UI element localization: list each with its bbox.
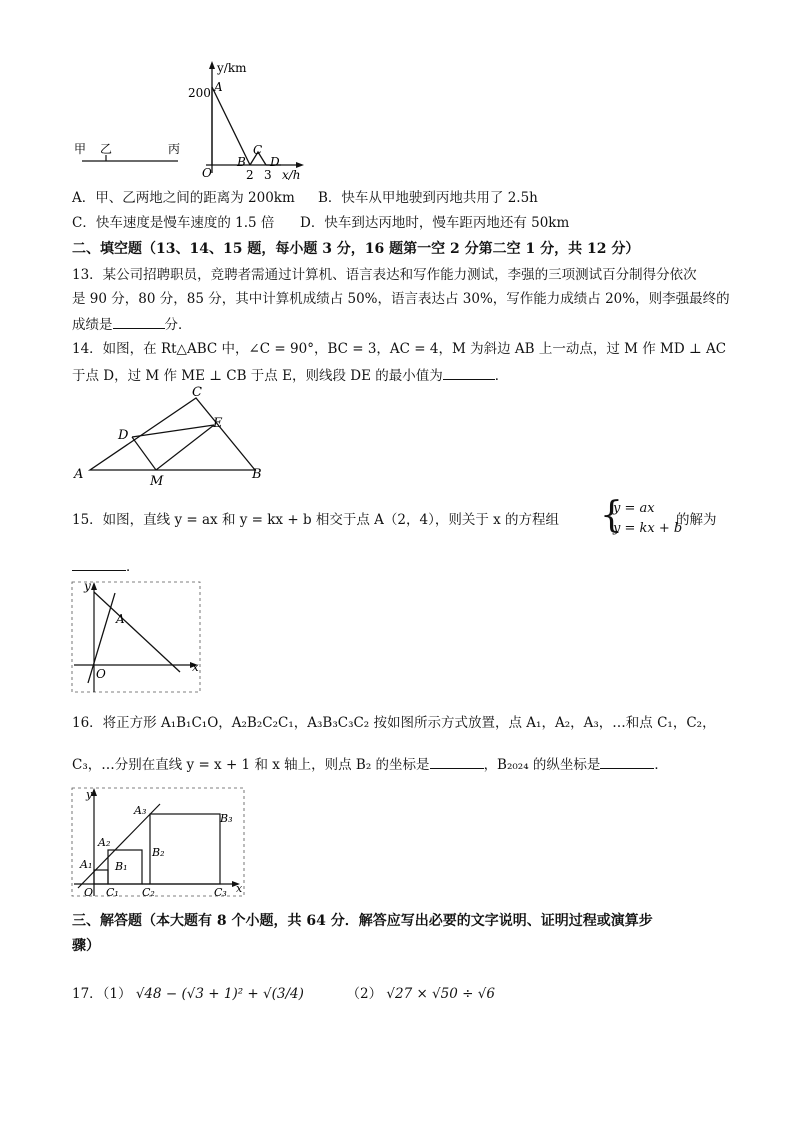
q12-point-d: D bbox=[270, 155, 280, 169]
q12-figure bbox=[60, 55, 320, 185]
q16-label-a2: A₂ bbox=[98, 836, 111, 849]
q12-origin: O bbox=[202, 166, 212, 180]
q14-label-a: A bbox=[74, 467, 84, 482]
q12-place-yi: 乙 bbox=[100, 142, 113, 156]
q17-expr2: √27 × √50 ÷ √6 bbox=[386, 986, 495, 1002]
q15-line2 bbox=[72, 556, 140, 576]
q16-answer-blank-2[interactable] bbox=[600, 754, 654, 769]
q12-x-tick-2: 2 bbox=[246, 168, 254, 182]
q12-option-b: B．快车从甲地驶到丙地共用了 2.5h bbox=[318, 190, 538, 206]
q16-line2 bbox=[72, 754, 668, 774]
section3-heading-line1: 三、解答题（本大题有 8 个小题，共 64 分．解答应写出必要的文字说明、证明过程或演算步 bbox=[72, 913, 653, 929]
q16-line1: 16．将正方形 A₁B₁C₁O，A₂B₂C₂C₁，A₃B₃C₃C₂ 按如图所示方式放置，点 A₁，A₂，A₃，…和点 C₁，C₂， bbox=[72, 715, 716, 731]
q12-place-bing: 丙 bbox=[168, 142, 181, 156]
q12-x-axis-label: x/h bbox=[282, 168, 301, 182]
q16-axis-y-label: y bbox=[86, 788, 93, 801]
q13-answer-blank[interactable] bbox=[113, 314, 165, 329]
q12-y-axis-label: y/km bbox=[217, 61, 247, 75]
q14-label-c: C bbox=[192, 385, 202, 400]
q15-system-eq1: y = ax bbox=[613, 501, 655, 516]
q14-label-b: B bbox=[252, 467, 262, 482]
q15-figure bbox=[68, 578, 203, 696]
q15-system-eq2: y = kx + b bbox=[613, 521, 683, 536]
q12-option-a: A．甲、乙两地之间的距离为 200km bbox=[72, 190, 295, 206]
q15-axis-x-label: x bbox=[192, 660, 199, 674]
q12-option-c: C．快车速度是慢车速度的 1.5 倍 bbox=[72, 215, 275, 231]
q14-figure bbox=[68, 385, 268, 490]
q14-label-e: E bbox=[213, 416, 223, 431]
q17-label2: （2） bbox=[346, 986, 383, 1002]
section2-heading: 二、填空题（13、14、15 题，每小题 3 分，16 题第一空 2 分第二空 1 分，共 12 分） bbox=[72, 241, 640, 257]
q15-axis-y-label: y bbox=[84, 579, 91, 593]
q14-line1: 14．如图，在 Rt△ABC 中，∠C = 90°，BC = 3，AC = 4，M 为斜边 AB 上一动点，过 M 作 MD ⊥ AC bbox=[72, 341, 727, 357]
q14-line2-after: ． bbox=[494, 368, 509, 384]
q15-line2-after: ． bbox=[126, 559, 140, 575]
q12-y-tick: 200 bbox=[188, 86, 211, 100]
q16-label-b2: B₂ bbox=[152, 846, 165, 859]
q17-expr1: √48 − (√3 + 1)² + √(3/4) bbox=[135, 986, 304, 1002]
q12-point-b: B bbox=[237, 155, 246, 169]
q13-line3 bbox=[72, 314, 192, 334]
q16-label-c3: C₃ bbox=[214, 886, 227, 899]
q16-line2-after: ． bbox=[654, 757, 668, 773]
q12-option-d: D．快车到达丙地时，慢车距丙地还有 50km bbox=[300, 215, 570, 231]
q12-point-c: C bbox=[253, 143, 263, 157]
q16-answer-blank-1[interactable] bbox=[430, 754, 484, 769]
q13-line1: 13．某公司招聘职员，竞聘者需通过计算机、语言表达和写作能力测试，李强的三项测试百分制得分依次 bbox=[72, 267, 697, 283]
q15-line1-before: 15．如图，直线 y = ax 和 y = kx + b 相交于点 A（2，4），则关于 x 的方程组 bbox=[72, 512, 560, 528]
q13-line3-after: 分． bbox=[164, 317, 192, 333]
q15-point-a-label: A bbox=[116, 612, 125, 626]
q16-label-c2: C₂ bbox=[142, 886, 155, 899]
q16-label-c1: C₁ bbox=[106, 886, 119, 899]
q14-line2 bbox=[72, 365, 508, 385]
q12-point-a: A bbox=[214, 80, 223, 94]
q14-answer-blank[interactable] bbox=[443, 365, 495, 380]
q14-label-m: M bbox=[150, 474, 164, 489]
q16-figure bbox=[68, 784, 248, 900]
q14-line2-before: 于点 D，过 M 作 ME ⊥ CB 于点 E，则线段 DE 的最小值为 bbox=[72, 368, 443, 384]
q17-label: 17．（1） bbox=[72, 986, 132, 1002]
q12-place-jia: 甲 bbox=[74, 142, 87, 156]
q13-line2: 是 90 分，80 分，85 分，其中计算机成绩占 50%，语言表达占 30%，写作能力成绩占 20%，则李强最终的 bbox=[72, 291, 730, 307]
q15-line1-after: 的解为 bbox=[676, 512, 717, 528]
section3-heading-line2: 骤） bbox=[72, 938, 100, 954]
q15-answer-blank[interactable] bbox=[72, 556, 126, 571]
q16-label-b3: B₃ bbox=[220, 812, 233, 825]
q16-label-b1: B₁ bbox=[115, 860, 128, 873]
q16-axis-x-label: x bbox=[236, 882, 243, 895]
q12-x-tick-3: 3 bbox=[264, 168, 272, 182]
q16-line2-before: C₃，…分别在直线 y = x + 1 和 x 轴上，则点 B₂ 的坐标是 bbox=[72, 757, 430, 773]
q16-origin-label: O bbox=[84, 886, 94, 899]
q16-label-a3: A₃ bbox=[134, 804, 147, 817]
q15-origin-label: O bbox=[96, 667, 106, 681]
q13-line3-before: 成绩是 bbox=[72, 317, 113, 333]
q16-label-a1: A₁ bbox=[80, 858, 93, 871]
q16-line2-mid: ，B₂₀₂₄ 的纵坐标是 bbox=[483, 757, 601, 773]
q14-label-d: D bbox=[118, 428, 129, 443]
q17-row bbox=[72, 985, 495, 1003]
q15-brace: { bbox=[600, 495, 623, 536]
